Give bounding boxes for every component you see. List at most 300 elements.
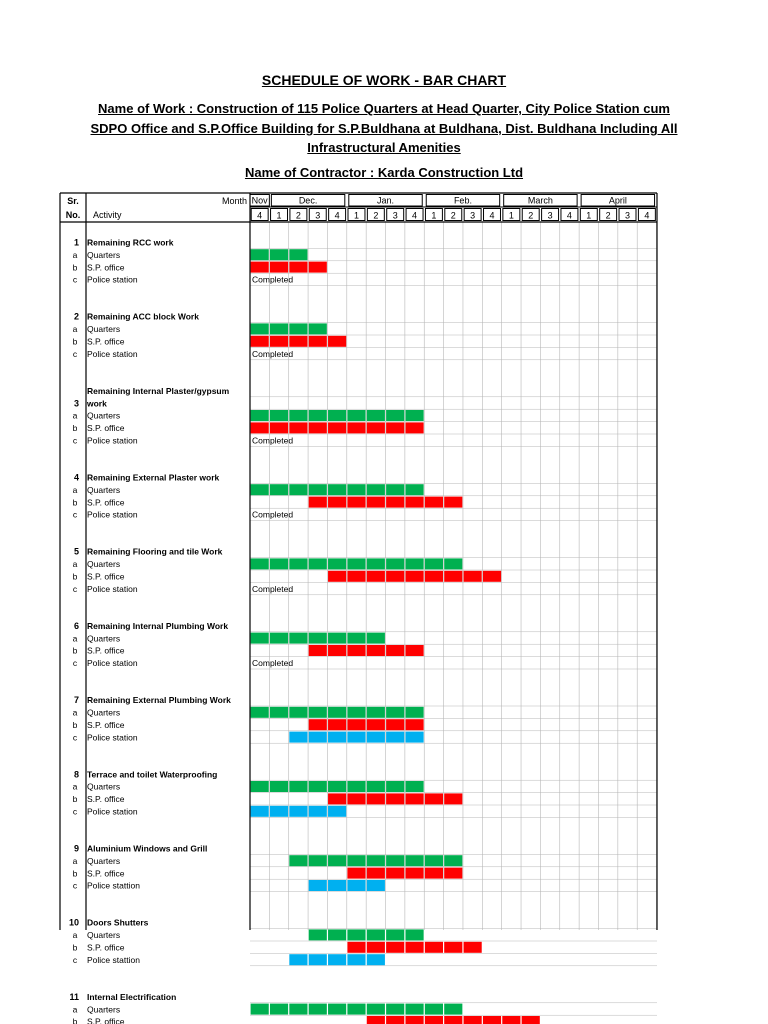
document-title: SCHEDULE OF WORK - BAR CHART xyxy=(261,72,507,88)
sp-office-bar-cell xyxy=(347,942,365,953)
sp-office-bar-cell xyxy=(386,571,404,582)
activity-title: Remaining RCC work xyxy=(87,237,174,248)
row-code: b xyxy=(72,942,78,953)
row-code: a xyxy=(72,324,78,335)
row-label: Police stattion xyxy=(87,880,140,891)
sp-office-bar-cell xyxy=(251,336,269,347)
quarters-bar-cell xyxy=(367,633,385,644)
sp-office-bar-cell xyxy=(347,497,365,508)
sp-office-bar-cell xyxy=(289,422,307,433)
activity-sr-no: 9 xyxy=(73,843,79,854)
quarters-bar-cell xyxy=(289,633,307,644)
name-of-work-line-2: SDPO Office and S.P.Office Building for S.P.Buldhana at Buldhana, Dist. Buldhana Including All xyxy=(90,121,678,136)
quarters-bar-cell xyxy=(405,484,423,495)
row-label: Quarters xyxy=(87,484,121,495)
sp-office-bar-cell xyxy=(367,793,385,804)
week-label: 3 xyxy=(392,210,398,221)
row-label: Quarters xyxy=(87,559,121,570)
activity-sr-no: 10 xyxy=(68,917,79,928)
sp-office-bar-cell xyxy=(328,719,346,730)
police-station-bar-cell xyxy=(328,732,346,743)
quarters-bar-cell xyxy=(386,781,404,792)
sp-office-bar-cell xyxy=(425,1016,443,1024)
row-label: Police station xyxy=(87,658,138,669)
quarters-bar-cell xyxy=(270,323,288,334)
quarters-bar-cell xyxy=(347,633,365,644)
row-code: b xyxy=(72,719,78,730)
row-label: Police station xyxy=(87,509,138,520)
quarters-bar-cell xyxy=(405,558,423,569)
quarters-bar-cell xyxy=(328,410,346,421)
quarters-bar-cell xyxy=(367,707,385,718)
quarters-bar-cell xyxy=(328,781,346,792)
sp-office-bar-cell xyxy=(405,1016,423,1024)
no-header: No. xyxy=(65,210,81,220)
quarters-bar-cell xyxy=(347,484,365,495)
week-label: 4 xyxy=(334,210,340,221)
row-label: S.P. office xyxy=(87,497,125,508)
sp-office-bar-cell xyxy=(251,422,269,433)
police-station-bar-cell xyxy=(367,954,385,965)
row-label: Quarters xyxy=(87,707,121,718)
activity-title: Remaining External Plaster work xyxy=(87,472,220,483)
week-label: 3 xyxy=(625,210,631,221)
police-station-bar-cell xyxy=(347,954,365,965)
sp-office-bar-cell xyxy=(483,1016,501,1024)
sp-office-bar-cell xyxy=(367,645,385,656)
police-station-bar-cell xyxy=(347,880,365,891)
sp-office-bar-cell xyxy=(425,868,443,879)
quarters-bar-cell xyxy=(251,1004,269,1015)
quarters-bar-cell xyxy=(386,484,404,495)
row-label: Police station xyxy=(87,806,138,817)
police-station-bar-cell xyxy=(289,732,307,743)
activity-sr-no: 3 xyxy=(73,398,79,409)
row-code: c xyxy=(72,806,78,817)
sp-office-bar-cell xyxy=(464,571,482,582)
quarters-bar-cell xyxy=(444,855,462,866)
sp-office-bar-cell xyxy=(309,645,327,656)
row-code: c xyxy=(72,583,78,594)
quarters-bar-cell xyxy=(328,929,346,940)
quarters-bar-cell xyxy=(289,249,307,260)
quarters-bar-cell xyxy=(251,633,269,644)
row-code: a xyxy=(72,1004,78,1015)
row-note: Completed xyxy=(252,435,294,446)
sp-office-bar-cell xyxy=(425,571,443,582)
week-label: 1 xyxy=(431,210,437,221)
sp-office-bar-cell xyxy=(328,497,346,508)
row-code: c xyxy=(72,348,78,359)
sp-office-bar-cell xyxy=(444,571,462,582)
row-code: a xyxy=(72,781,78,792)
sp-office-bar-cell xyxy=(405,942,423,953)
quarters-bar-cell xyxy=(270,410,288,421)
quarters-bar-cell xyxy=(309,1004,327,1015)
police-station-bar-cell xyxy=(405,732,423,743)
sp-office-bar-cell xyxy=(367,571,385,582)
month-label: Nov xyxy=(251,195,268,206)
sp-office-bar-cell xyxy=(367,868,385,879)
quarters-bar-cell xyxy=(251,558,269,569)
sp-office-bar-cell xyxy=(386,868,404,879)
row-label: S.P. office xyxy=(87,571,125,582)
police-station-bar-cell xyxy=(251,806,269,817)
activity-sr-no: 7 xyxy=(73,695,79,706)
quarters-bar-cell xyxy=(425,558,443,569)
quarters-bar-cell xyxy=(367,929,385,940)
sp-office-bar-cell xyxy=(386,645,404,656)
sp-office-bar-cell xyxy=(367,422,385,433)
sp-office-bar-cell xyxy=(444,497,462,508)
row-label: S.P. office xyxy=(87,942,125,953)
quarters-bar-cell xyxy=(367,781,385,792)
quarters-bar-cell xyxy=(386,929,404,940)
quarters-bar-cell xyxy=(367,484,385,495)
police-station-bar-cell xyxy=(309,880,327,891)
sp-office-bar-cell xyxy=(405,868,423,879)
police-station-bar-cell xyxy=(309,806,327,817)
sp-office-bar-cell xyxy=(367,719,385,730)
police-station-bar-cell xyxy=(289,806,307,817)
sp-office-bar-cell xyxy=(483,571,501,582)
row-code: a xyxy=(72,707,78,718)
quarters-bar-cell xyxy=(386,410,404,421)
sp-office-bar-cell xyxy=(386,942,404,953)
row-label: S.P. office xyxy=(87,262,125,273)
quarters-bar-cell xyxy=(405,855,423,866)
quarters-bar-cell xyxy=(405,781,423,792)
row-label: S.P. office xyxy=(87,719,125,730)
sp-office-bar-cell xyxy=(522,1016,540,1024)
quarters-bar-cell xyxy=(309,781,327,792)
sp-office-bar-cell xyxy=(309,719,327,730)
sp-office-bar-cell xyxy=(464,942,482,953)
sp-office-bar-cell xyxy=(405,645,423,656)
sp-office-bar-cell xyxy=(328,422,346,433)
week-label: 2 xyxy=(373,210,379,221)
quarters-bar-cell xyxy=(289,558,307,569)
police-station-bar-cell xyxy=(270,806,288,817)
quarters-bar-cell xyxy=(405,929,423,940)
sp-office-bar-cell xyxy=(405,422,423,433)
row-label: Quarters xyxy=(87,781,121,792)
quarters-bar-cell xyxy=(328,484,346,495)
row-label: Quarters xyxy=(87,1004,121,1015)
sp-office-bar-cell xyxy=(444,1016,462,1024)
week-label: 4 xyxy=(489,210,495,221)
row-code: b xyxy=(72,497,78,508)
police-station-bar-cell xyxy=(309,954,327,965)
quarters-bar-cell xyxy=(309,707,327,718)
police-station-bar-cell xyxy=(328,954,346,965)
sp-office-bar-cell xyxy=(309,497,327,508)
row-label: S.P. office xyxy=(87,423,125,434)
week-label: 4 xyxy=(412,210,418,221)
activity-sr-no: 6 xyxy=(73,620,79,631)
quarters-bar-cell xyxy=(347,855,365,866)
activity-sr-no: 1 xyxy=(73,237,79,248)
quarters-bar-cell xyxy=(289,410,307,421)
row-code: c xyxy=(72,732,78,743)
activity-header: Activity xyxy=(93,210,122,220)
quarters-bar-cell xyxy=(328,633,346,644)
quarters-bar-cell xyxy=(309,855,327,866)
quarters-bar-cell xyxy=(328,1004,346,1015)
activity-sr-no: 4 xyxy=(73,472,79,483)
quarters-bar-cell xyxy=(270,249,288,260)
month-header: Month xyxy=(221,196,247,206)
sp-office-bar-cell xyxy=(405,793,423,804)
quarters-bar-cell xyxy=(444,558,462,569)
quarters-bar-cell xyxy=(367,558,385,569)
row-label: Police station xyxy=(87,435,138,446)
row-label: S.P. office xyxy=(87,645,125,656)
row-note: Completed xyxy=(252,509,294,520)
sp-office-bar-cell xyxy=(328,571,346,582)
quarters-bar-cell xyxy=(386,855,404,866)
row-note: Completed xyxy=(252,274,294,285)
quarters-bar-cell xyxy=(347,707,365,718)
quarters-bar-cell xyxy=(251,249,269,260)
quarters-bar-cell xyxy=(251,410,269,421)
row-label: S.P. office xyxy=(87,868,125,879)
sp-office-bar-cell xyxy=(347,793,365,804)
row-note: Completed xyxy=(252,583,294,594)
row-code: b xyxy=(72,1016,78,1024)
police-station-bar-cell xyxy=(328,806,346,817)
sp-office-bar-cell xyxy=(502,1016,520,1024)
week-label: 1 xyxy=(586,210,592,221)
quarters-bar-cell xyxy=(270,633,288,644)
quarters-bar-cell xyxy=(270,558,288,569)
quarters-bar-cell xyxy=(270,707,288,718)
row-code: c xyxy=(72,509,78,520)
row-code: b xyxy=(72,645,78,656)
police-station-bar-cell xyxy=(367,880,385,891)
quarters-bar-cell xyxy=(386,1004,404,1015)
quarters-bar-cell xyxy=(309,323,327,334)
row-code: b xyxy=(72,262,78,273)
sp-office-bar-cell xyxy=(444,942,462,953)
row-label: Quarters xyxy=(87,249,121,260)
activity-title: Remaining Internal Plaster/gypsum xyxy=(87,385,230,396)
row-label: Police station xyxy=(87,732,138,743)
quarters-bar-cell xyxy=(289,781,307,792)
quarters-bar-cell xyxy=(251,781,269,792)
row-code: c xyxy=(72,954,78,965)
row-label: Quarters xyxy=(87,633,121,644)
row-label: Quarters xyxy=(87,855,121,866)
row-code: a xyxy=(72,484,78,495)
sp-office-bar-cell xyxy=(289,336,307,347)
sp-office-bar-cell xyxy=(347,645,365,656)
quarters-bar-cell xyxy=(367,1004,385,1015)
month-label: Dec. xyxy=(298,195,318,206)
row-code: c xyxy=(72,880,78,891)
sp-office-bar-cell xyxy=(309,262,327,273)
row-label: Quarters xyxy=(87,930,121,941)
sp-office-bar-cell xyxy=(347,868,365,879)
sp-office-bar-cell xyxy=(425,497,443,508)
month-label: April xyxy=(608,195,627,206)
week-label: 2 xyxy=(450,210,456,221)
week-label: 1 xyxy=(276,210,282,221)
sp-office-bar-cell xyxy=(309,422,327,433)
quarters-bar-cell xyxy=(251,323,269,334)
sp-office-bar-cell xyxy=(289,262,307,273)
sr-header: Sr. xyxy=(67,196,79,206)
sp-office-bar-cell xyxy=(328,336,346,347)
quarters-bar-cell xyxy=(289,323,307,334)
row-code: a xyxy=(72,930,78,941)
activity-sr-no: 5 xyxy=(73,546,79,557)
sp-office-bar-cell xyxy=(444,868,462,879)
week-label: 3 xyxy=(547,210,553,221)
activity-title: work xyxy=(87,398,107,409)
quarters-bar-cell xyxy=(386,558,404,569)
quarters-bar-cell xyxy=(328,558,346,569)
sp-office-bar-cell xyxy=(309,336,327,347)
row-label: Police station xyxy=(87,274,138,285)
quarters-bar-cell xyxy=(386,707,404,718)
activity-title: Remaining Flooring and tile Work xyxy=(87,546,223,557)
activity-title: Terrace and toilet Waterproofing xyxy=(87,769,218,780)
row-label: Police station xyxy=(87,583,138,594)
quarters-bar-cell xyxy=(347,781,365,792)
sp-office-bar-cell xyxy=(270,336,288,347)
quarters-bar-cell xyxy=(309,633,327,644)
name-of-contractor: Name of Contractor : Karda Construction Ltd xyxy=(244,165,524,180)
row-code: c xyxy=(72,435,78,446)
police-station-bar-cell xyxy=(328,880,346,891)
week-label: 4 xyxy=(257,210,263,221)
row-code: b xyxy=(72,423,78,434)
quarters-bar-cell xyxy=(425,1004,443,1015)
sp-office-bar-cell xyxy=(251,262,269,273)
row-code: b xyxy=(72,868,78,879)
row-code: a xyxy=(72,559,78,570)
week-label: 4 xyxy=(644,210,650,221)
activity-title: Internal Electrification xyxy=(87,991,177,1002)
sp-office-bar-cell xyxy=(367,942,385,953)
quarters-bar-cell xyxy=(309,558,327,569)
quarters-bar-cell xyxy=(328,855,346,866)
sp-office-bar-cell xyxy=(386,1016,404,1024)
quarters-bar-cell xyxy=(367,410,385,421)
sp-office-bar-cell xyxy=(270,422,288,433)
row-note: Completed xyxy=(252,348,294,359)
sp-office-bar-cell xyxy=(425,942,443,953)
police-station-bar-cell xyxy=(367,732,385,743)
row-code: a xyxy=(72,249,78,260)
quarters-bar-cell xyxy=(347,558,365,569)
sp-office-bar-cell xyxy=(270,262,288,273)
sp-office-bar-cell xyxy=(464,1016,482,1024)
quarters-bar-cell xyxy=(309,410,327,421)
activity-sr-no: 2 xyxy=(73,311,79,322)
row-label: S.P. office xyxy=(87,1016,125,1024)
week-label: 2 xyxy=(528,210,534,221)
row-label: Quarters xyxy=(87,324,121,335)
quarters-bar-cell xyxy=(425,855,443,866)
name-of-work-line-1: Name of Work : Construction of 115 Police Quarters at Head Quarter, City Police Station cum xyxy=(98,101,670,116)
sp-office-bar-cell xyxy=(444,793,462,804)
quarters-bar-cell xyxy=(405,1004,423,1015)
quarters-bar-cell xyxy=(347,929,365,940)
row-label: Police stattion xyxy=(87,954,140,965)
month-label: March xyxy=(527,195,553,206)
quarters-bar-cell xyxy=(405,707,423,718)
quarters-bar-cell xyxy=(367,855,385,866)
police-station-bar-cell xyxy=(347,732,365,743)
quarters-bar-cell xyxy=(289,707,307,718)
quarters-bar-cell xyxy=(251,707,269,718)
sp-office-bar-cell xyxy=(347,571,365,582)
week-label: 2 xyxy=(605,210,611,221)
sp-office-bar-cell xyxy=(386,719,404,730)
week-label: 3 xyxy=(315,210,321,221)
activity-title: Doors Shutters xyxy=(87,917,149,928)
row-label: S.P. office xyxy=(87,794,125,805)
activity-title: Aluminium Windows and Grill xyxy=(87,843,208,854)
sp-office-bar-cell xyxy=(405,571,423,582)
sp-office-bar-cell xyxy=(405,719,423,730)
quarters-bar-cell xyxy=(270,781,288,792)
sp-office-bar-cell xyxy=(425,793,443,804)
row-code: b xyxy=(72,336,78,347)
row-label: S.P. office xyxy=(87,336,125,347)
week-label: 1 xyxy=(508,210,514,221)
month-label: Jan. xyxy=(377,195,395,206)
row-note: Completed xyxy=(252,658,294,669)
quarters-bar-cell xyxy=(309,484,327,495)
police-station-bar-cell xyxy=(309,732,327,743)
week-label: 4 xyxy=(566,210,572,221)
sp-office-bar-cell xyxy=(367,1016,385,1024)
row-code: a xyxy=(72,633,78,644)
quarters-bar-cell xyxy=(270,1004,288,1015)
sp-office-bar-cell xyxy=(386,422,404,433)
sp-office-bar-cell xyxy=(347,422,365,433)
sp-office-bar-cell xyxy=(367,497,385,508)
sp-office-bar-cell xyxy=(386,497,404,508)
activity-title: Remaining Internal Plumbing Work xyxy=(87,620,229,631)
activity-sr-no: 8 xyxy=(73,769,79,780)
activity-sr-no: 11 xyxy=(69,991,79,1002)
activity-title: Remaining External Plumbing Work xyxy=(87,695,231,706)
quarters-bar-cell xyxy=(309,929,327,940)
activity-title: Remaining ACC block Work xyxy=(87,311,199,322)
sp-office-bar-cell xyxy=(328,793,346,804)
week-label: 3 xyxy=(470,210,476,221)
row-code: c xyxy=(72,658,78,669)
week-label: 1 xyxy=(353,210,359,221)
row-label: Police station xyxy=(87,348,138,359)
quarters-bar-cell xyxy=(289,855,307,866)
row-code: a xyxy=(72,855,78,866)
sp-office-bar-cell xyxy=(405,497,423,508)
quarters-bar-cell xyxy=(270,484,288,495)
sp-office-bar-cell xyxy=(347,719,365,730)
sp-office-bar-cell xyxy=(328,645,346,656)
quarters-bar-cell xyxy=(444,1004,462,1015)
quarters-bar-cell xyxy=(289,484,307,495)
row-code: a xyxy=(72,410,78,421)
row-label: Quarters xyxy=(87,410,121,421)
quarters-bar-cell xyxy=(405,410,423,421)
name-of-work-line-3: Infrastructural Amenities xyxy=(307,140,461,155)
